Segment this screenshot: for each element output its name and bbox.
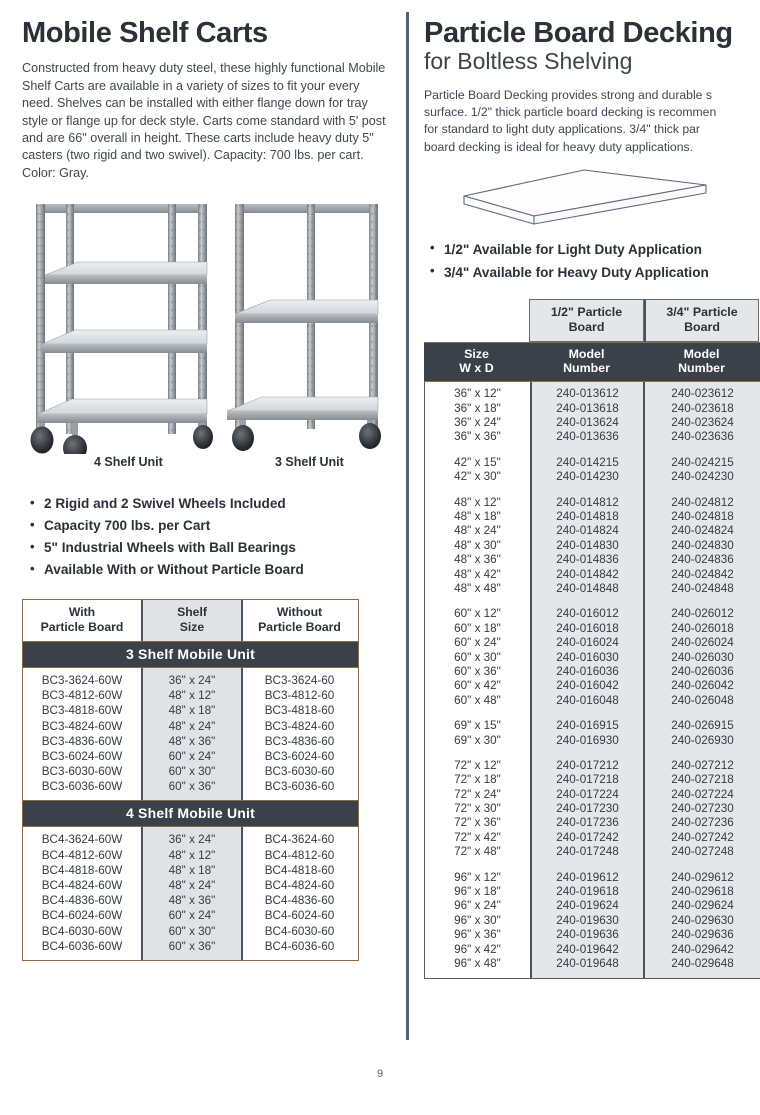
table-row (23, 673, 358, 688)
table-row (23, 848, 358, 863)
group-spacer (532, 445, 643, 456)
cell-three-quarter-inch-model: 240-027230 (671, 802, 734, 816)
table-row (23, 718, 358, 733)
particle-board-model-table (424, 299, 760, 980)
cell-with-particle-board: BC4-4818-60W (23, 863, 141, 878)
cell-three-quarter-inch-model: 240-026036 (671, 664, 734, 678)
cell-half-inch-model: 240-014818 (556, 510, 619, 524)
page-title-particle-board-decking: Particle Board Decking (424, 17, 733, 49)
cell-three-quarter-inch-model: 240-027242 (671, 830, 734, 844)
cell-three-quarter-inch-model: 240-024812 (671, 495, 734, 509)
group-spacer (425, 748, 530, 759)
mobile-shelf-carts-feature-list (22, 493, 394, 581)
cell-three-quarter-inch-model: 240-029636 (671, 928, 734, 942)
cell-half-inch-model: 240-016018 (556, 621, 619, 635)
cell-shelf-size: 48" x 24" (141, 718, 243, 733)
cell-size: 48" x 48" (454, 581, 501, 595)
table-section-body (23, 827, 358, 960)
group-spacer (425, 485, 530, 496)
group-spacer (532, 860, 643, 871)
mobile-shelf-carts-photo (22, 196, 394, 454)
cell-half-inch-model: 240-013636 (556, 430, 619, 444)
cell-three-quarter-inch-model: 240-024824 (671, 524, 734, 538)
cell-three-quarter-inch-model: 240-029648 (671, 956, 734, 970)
group-spacer (645, 708, 760, 719)
group-spacer (645, 748, 760, 759)
board-isometric-icon (424, 166, 724, 228)
cell-size: 48" x 30" (454, 538, 501, 552)
cell-half-inch-model: 240-017224 (556, 787, 619, 801)
cell-shelf-size: 48" x 36" (141, 893, 243, 908)
group-spacer (425, 708, 530, 719)
cell-size: 48" x 12" (454, 495, 501, 509)
cell-three-quarter-inch-model: 240-024830 (671, 538, 734, 552)
cell-three-quarter-inch-model: 240-026048 (671, 693, 734, 707)
cell-size: 72" x 30" (454, 802, 501, 816)
cell-size: 60" x 36" (454, 664, 501, 678)
cell-size: 42" x 30" (454, 470, 501, 484)
cell-three-quarter-inch-model: 240-027212 (671, 758, 734, 772)
cell-without-particle-board: BC3-4812-60 (243, 688, 356, 703)
cell-half-inch-model: 240-016024 (556, 636, 619, 650)
cell-with-particle-board: BC3-4824-60W (23, 718, 141, 733)
cell-size: 48" x 18" (454, 510, 501, 524)
group-spacer (645, 445, 760, 456)
cell-half-inch-model: 240-014812 (556, 495, 619, 509)
column-three-quarter-inch-models (645, 382, 760, 978)
left-column (22, 18, 394, 961)
cell-half-inch-model: 240-019624 (556, 899, 619, 913)
cell-three-quarter-inch-model: 240-023612 (671, 387, 734, 401)
cell-half-inch-model: 240-013612 (556, 387, 619, 401)
mobile-shelf-carts-model-table (22, 599, 359, 961)
page-title-mobile-shelf-carts: Mobile Shelf Carts (22, 17, 268, 49)
group-spacer (645, 485, 760, 496)
cell-without-particle-board: BC3-4836-60 (243, 734, 356, 749)
table-section-title: 3 Shelf Mobile Unit (23, 641, 358, 668)
cell-size: 96" x 24" (454, 899, 501, 913)
cell-size: 36" x 36" (454, 430, 501, 444)
cell-three-quarter-inch-model: 240-026930 (671, 733, 734, 747)
cell-size: 48" x 36" (454, 553, 501, 567)
cell-half-inch-model: 240-014824 (556, 524, 619, 538)
caption-4-shelf-unit: 4 Shelf Unit (94, 455, 163, 470)
cell-half-inch-model: 240-014830 (556, 538, 619, 552)
feature-bullet: • 3/4" Available for Heavy Duty Application (444, 261, 760, 284)
particle-board-feature-list (424, 238, 760, 285)
cell-half-inch-model: 240-013618 (556, 401, 619, 415)
cell-half-inch-model: 240-016042 (556, 679, 619, 693)
cell-three-quarter-inch-model: 240-023624 (671, 416, 734, 430)
cell-size: 69" x 15" (454, 719, 501, 733)
cell-three-quarter-inch-model: 240-024842 (671, 567, 734, 581)
cell-without-particle-board: BC3-4818-60 (243, 703, 356, 718)
cell-size: 96" x 48" (454, 956, 501, 970)
cell-size: 96" x 36" (454, 928, 501, 942)
header-shelf-size: Shelf Size (141, 600, 243, 641)
table-row (23, 832, 358, 847)
feature-bullet: • 1/2" Available for Light Duty Application (444, 238, 760, 261)
cell-three-quarter-inch-model: 240-027248 (671, 845, 734, 859)
cell-shelf-size: 60" x 36" (141, 939, 243, 954)
table-row (23, 734, 358, 749)
table-top-header-row (529, 299, 760, 342)
cell-half-inch-model: 240-016036 (556, 664, 619, 678)
cell-three-quarter-inch-model: 240-026042 (671, 679, 734, 693)
cell-with-particle-board: BC3-4812-60W (23, 688, 141, 703)
table-sub-header-row (424, 342, 760, 383)
table-row (23, 893, 358, 908)
cell-three-quarter-inch-model: 240-024818 (671, 510, 734, 524)
cell-size: 42" x 15" (454, 455, 501, 469)
cell-half-inch-model: 240-016930 (556, 733, 619, 747)
particle-board-description (424, 87, 760, 156)
cell-size: 36" x 12" (454, 387, 501, 401)
page-number: 9 (376, 1068, 384, 1080)
cell-size: 36" x 24" (454, 416, 501, 430)
cell-three-quarter-inch-model: 240-026024 (671, 636, 734, 650)
cell-with-particle-board: BC4-6024-60W (23, 908, 141, 923)
cell-with-particle-board: BC3-6036-60W (23, 779, 141, 794)
header-size-w-x-d: Size W x D (459, 346, 494, 376)
group-spacer (425, 860, 530, 871)
cell-half-inch-model: 240-014230 (556, 470, 619, 484)
cell-without-particle-board: BC4-4836-60 (243, 893, 356, 908)
cell-shelf-size: 48" x 36" (141, 734, 243, 749)
cell-with-particle-board: BC4-6030-60W (23, 924, 141, 939)
cell-three-quarter-inch-model: 240-029612 (671, 870, 734, 884)
table-section-title: 4 Shelf Mobile Unit (23, 800, 358, 827)
cell-shelf-size: 60" x 30" (141, 924, 243, 939)
cell-shelf-size: 48" x 24" (141, 878, 243, 893)
cell-size: 72" x 12" (454, 758, 501, 772)
cell-half-inch-model: 240-014836 (556, 553, 619, 567)
table-row (23, 863, 358, 878)
description-line: surface. 1/2" thick particle board decking is recommen (424, 105, 717, 120)
feature-bullet: • Capacity 700 lbs. per Cart (44, 515, 394, 537)
cell-half-inch-model: 240-017230 (556, 802, 619, 816)
cell-size: 60" x 30" (454, 650, 501, 664)
cell-three-quarter-inch-model: 240-026018 (671, 621, 734, 635)
cell-three-quarter-inch-model: 240-029618 (671, 885, 734, 899)
column-half-inch-models (530, 382, 645, 978)
header-model-number-half: Model Number (563, 346, 610, 376)
cell-three-quarter-inch-model: 240-026915 (671, 719, 734, 733)
cell-without-particle-board: BC4-3624-60 (243, 832, 356, 847)
cell-three-quarter-inch-model: 240-027218 (671, 773, 734, 787)
table-header-row (23, 600, 358, 641)
cell-shelf-size: 48" x 18" (141, 863, 243, 878)
table-row (23, 939, 358, 954)
table-section-body (23, 668, 358, 801)
header-model-number-three-quarter: Model Number (678, 346, 725, 376)
cell-shelf-size: 48" x 18" (141, 703, 243, 718)
particle-board-panel-illustration (424, 166, 760, 228)
cell-size: 48" x 24" (454, 524, 501, 538)
cell-shelf-size: 60" x 24" (141, 749, 243, 764)
cell-size: 96" x 42" (454, 942, 501, 956)
cell-with-particle-board: BC4-3624-60W (23, 832, 141, 847)
group-spacer (645, 860, 760, 871)
row-spacer (23, 954, 358, 960)
cell-half-inch-model: 240-016012 (556, 607, 619, 621)
group-spacer (425, 596, 530, 607)
cell-half-inch-model: 240-016048 (556, 693, 619, 707)
cell-three-quarter-inch-model: 240-029642 (671, 942, 734, 956)
cell-with-particle-board: BC3-3624-60W (23, 673, 141, 688)
cell-shelf-size: 60" x 30" (141, 764, 243, 779)
cell-with-particle-board: BC4-4812-60W (23, 848, 141, 863)
cell-half-inch-model: 240-019618 (556, 885, 619, 899)
cell-without-particle-board: BC3-3624-60 (243, 673, 356, 688)
cell-half-inch-model: 240-019612 (556, 870, 619, 884)
cell-shelf-size: 48" x 12" (141, 688, 243, 703)
table-row (23, 703, 358, 718)
row-spacer (23, 794, 358, 800)
cell-size: 72" x 18" (454, 773, 501, 787)
cell-half-inch-model: 240-017218 (556, 773, 619, 787)
cell-without-particle-board: BC3-4824-60 (243, 718, 356, 733)
cell-three-quarter-inch-model: 240-024215 (671, 455, 734, 469)
table-row (23, 764, 358, 779)
cell-size: 60" x 12" (454, 607, 501, 621)
table-row (23, 688, 358, 703)
cell-without-particle-board: BC4-6024-60 (243, 908, 356, 923)
cell-shelf-size: 60" x 36" (141, 779, 243, 794)
cell-without-particle-board: BC3-6036-60 (243, 779, 356, 794)
cell-with-particle-board: BC3-6024-60W (23, 749, 141, 764)
cell-shelf-size: 48" x 12" (141, 848, 243, 863)
cell-three-quarter-inch-model: 240-027236 (671, 816, 734, 830)
table-body (424, 382, 760, 979)
cell-three-quarter-inch-model: 240-026030 (671, 650, 734, 664)
cell-three-quarter-inch-model: 240-024836 (671, 553, 734, 567)
cell-three-quarter-inch-model: 240-029624 (671, 899, 734, 913)
table-row (23, 878, 358, 893)
cell-half-inch-model: 240-013624 (556, 416, 619, 430)
cell-without-particle-board: BC4-4812-60 (243, 848, 356, 863)
page-subtitle-boltless-shelving: for Boltless Shelving (424, 48, 633, 75)
cell-without-particle-board: BC4-4818-60 (243, 863, 356, 878)
cell-shelf-size: 36" x 24" (141, 832, 243, 847)
description-line: board decking is ideal for heavy duty applications. (424, 139, 693, 154)
description-line: Particle Board Decking provides strong and durable s (424, 87, 712, 102)
cell-size: 69" x 30" (454, 733, 501, 747)
group-spacer (532, 485, 643, 496)
cell-shelf-size: 60" x 24" (141, 908, 243, 923)
cell-half-inch-model: 240-019642 (556, 942, 619, 956)
cell-three-quarter-inch-model: 240-026012 (671, 607, 734, 621)
cell-size: 72" x 24" (454, 787, 501, 801)
cell-size: 60" x 42" (454, 679, 501, 693)
cell-size: 48" x 42" (454, 567, 501, 581)
right-column (424, 18, 760, 979)
group-spacer (645, 596, 760, 607)
cell-half-inch-model: 240-019648 (556, 956, 619, 970)
cell-shelf-size: 36" x 24" (141, 673, 243, 688)
cell-half-inch-model: 240-017242 (556, 830, 619, 844)
header-half-inch-particle-board: 1/2" Particle Board (529, 299, 644, 342)
header-three-quarter-inch-particle-board: 3/4" Particle Board (644, 299, 759, 342)
column-sizes (425, 382, 530, 978)
cell-without-particle-board: BC4-6036-60 (243, 939, 356, 954)
cell-without-particle-board: BC4-6030-60 (243, 924, 356, 939)
group-spacer (532, 708, 643, 719)
cell-with-particle-board: BC3-4818-60W (23, 703, 141, 718)
cell-half-inch-model: 240-014842 (556, 567, 619, 581)
cell-with-particle-board: BC4-4836-60W (23, 893, 141, 908)
caption-3-shelf-unit: 3 Shelf Unit (275, 455, 344, 470)
cell-half-inch-model: 240-019630 (556, 913, 619, 927)
header-with-particle-board: With Particle Board (23, 600, 141, 641)
cell-size: 72" x 36" (454, 816, 501, 830)
cell-size: 96" x 18" (454, 885, 501, 899)
cell-half-inch-model: 240-017236 (556, 816, 619, 830)
cell-with-particle-board: BC4-4824-60W (23, 878, 141, 893)
cell-with-particle-board: BC3-4836-60W (23, 734, 141, 749)
table-row (23, 749, 358, 764)
feature-bullet: • Available With or Without Particle Board (44, 559, 394, 581)
cell-without-particle-board: BC4-4824-60 (243, 878, 356, 893)
cell-three-quarter-inch-model: 240-024230 (671, 470, 734, 484)
cell-size: 72" x 48" (454, 845, 501, 859)
mobile-shelf-carts-description: Constructed from heavy duty steel, these highly functional Mobile Shelf Carts are available in a variety of sizes to fit your every need. Shelves can be installed with either flange down for tray style or flange up for deck style. Carts come standard with 5' post and are 66" overall in height. These carts include heavy duty 5" casters (two rigid and two swivel). Capacity: 700 lbs. per cart. Color: Gray. (22, 61, 386, 180)
cell-half-inch-model: 240-017212 (556, 758, 619, 772)
cell-size: 96" x 12" (454, 870, 501, 884)
cell-half-inch-model: 240-014215 (556, 455, 619, 469)
feature-bullet: • 2 Rigid and 2 Swivel Wheels Included (44, 493, 394, 515)
cell-three-quarter-inch-model: 240-024848 (671, 581, 734, 595)
cell-size: 60" x 48" (454, 693, 501, 707)
cell-half-inch-model: 240-017248 (556, 845, 619, 859)
cell-half-inch-model: 240-016915 (556, 719, 619, 733)
table-row (23, 924, 358, 939)
group-spacer (532, 596, 643, 607)
cell-with-particle-board: BC4-6036-60W (23, 939, 141, 954)
cell-size: 36" x 18" (454, 401, 501, 415)
cell-with-particle-board: BC3-6030-60W (23, 764, 141, 779)
cell-half-inch-model: 240-016030 (556, 650, 619, 664)
cell-three-quarter-inch-model: 240-027224 (671, 787, 734, 801)
feature-bullet: • 5" Industrial Wheels with Ball Bearings (44, 537, 394, 559)
cell-three-quarter-inch-model: 240-029630 (671, 913, 734, 927)
shelf-carts-illustration (22, 196, 394, 454)
column-divider (406, 12, 409, 1040)
cell-half-inch-model: 240-019636 (556, 928, 619, 942)
cell-size: 72" x 42" (454, 830, 501, 844)
cell-three-quarter-inch-model: 240-023636 (671, 430, 734, 444)
cell-size: 96" x 30" (454, 913, 501, 927)
header-without-particle-board: Without Particle Board (243, 600, 356, 641)
group-spacer (425, 445, 530, 456)
description-line: for standard to light duty applications. 3/4" thick par (424, 122, 700, 137)
table-row (23, 779, 358, 794)
cell-half-inch-model: 240-014848 (556, 581, 619, 595)
cell-size: 60" x 24" (454, 636, 501, 650)
cell-without-particle-board: BC3-6030-60 (243, 764, 356, 779)
group-spacer (532, 748, 643, 759)
cell-three-quarter-inch-model: 240-023618 (671, 401, 734, 415)
cell-size: 60" x 18" (454, 621, 501, 635)
table-row (23, 908, 358, 923)
photo-captions (22, 455, 394, 477)
cell-without-particle-board: BC3-6024-60 (243, 749, 356, 764)
